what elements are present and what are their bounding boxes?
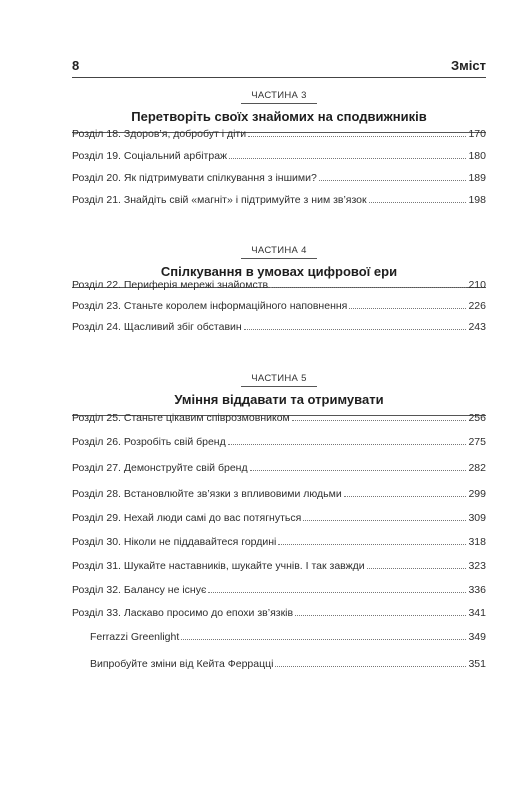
dot-leader: [270, 287, 466, 288]
toc-entry-title: Розділ 19. Соціальний арбітраж: [72, 150, 228, 162]
toc-entry-page: 275: [468, 436, 486, 448]
part-5-heading: [72, 368, 486, 416]
toc-entry-title: Розділ 32. Балансу не існує: [72, 584, 207, 596]
toc-entry[interactable]: [72, 410, 486, 424]
toc-entry-page: 180: [468, 150, 486, 162]
toc-entry-title: Розділ 23. Станьте королем інформаційного наповнення: [72, 300, 348, 312]
toc-entry[interactable]: [72, 319, 486, 333]
toc-entry-title: Розділ 25. Станьте цікавим співрозмовником: [72, 412, 290, 424]
toc-entry-page: 256: [468, 412, 486, 424]
part-label: ЧАСТИНА 4: [241, 245, 316, 259]
toc-entry[interactable]: [90, 629, 486, 643]
dot-leader: [229, 158, 466, 159]
toc-entry[interactable]: [72, 148, 486, 162]
header-rule: [72, 77, 486, 78]
toc-entry-page: 226: [468, 300, 486, 312]
dot-leader: [248, 136, 466, 137]
toc-entry[interactable]: [72, 298, 486, 312]
toc-entry[interactable]: [72, 486, 486, 500]
toc-entry[interactable]: [72, 605, 486, 619]
toc-entry[interactable]: [72, 558, 486, 572]
toc-entry-title: Розділ 30. Ніколи не піддавайтеся гордині: [72, 536, 277, 548]
toc-entry[interactable]: [72, 534, 486, 548]
dot-leader: [369, 202, 467, 203]
part-title: Уміння віддавати та отримувати: [174, 392, 384, 407]
toc-entry[interactable]: [72, 460, 486, 474]
toc-entry-title: Розділ 18. Здоров’я, добробут і діти: [72, 128, 247, 140]
toc-entry-page: 243: [468, 321, 486, 333]
toc-entry-title: Розділ 24. Щасливий збіг обставин: [72, 321, 242, 333]
toc-entry-title: Розділ 21. Знайдіть свій «магніт» і підтримуйте з ним зв’язок: [72, 194, 367, 206]
dot-leader: [303, 520, 466, 521]
dot-leader: [250, 470, 467, 471]
dot-leader: [275, 666, 466, 667]
toc-entry[interactable]: [72, 192, 486, 206]
toc-entry-page: 170: [468, 128, 486, 140]
dot-leader: [292, 420, 467, 421]
running-title: Зміст: [451, 58, 486, 73]
toc-entry-page: 351: [468, 658, 486, 670]
toc-entry-title: Розділ 28. Встановлюйте зв’язки з впливовими людьми: [72, 488, 342, 500]
toc-entry[interactable]: [90, 656, 486, 670]
toc-entry-page: 189: [468, 172, 486, 184]
dot-leader: [228, 444, 467, 445]
toc-entry[interactable]: [72, 170, 486, 184]
toc-entry[interactable]: [72, 126, 486, 140]
toc-entry-page: 336: [468, 584, 486, 596]
part-title: Спілкування в умовах цифрової ери: [160, 264, 398, 279]
toc-entry-title: Розділ 27. Демонструйте свій бренд: [72, 462, 248, 474]
toc-entry-page: 349: [468, 631, 486, 643]
toc-entry-title: Розділ 29. Нехай люди самі до вас потягнуться: [72, 512, 302, 524]
dot-leader: [208, 592, 466, 593]
dot-leader: [344, 496, 467, 497]
dot-leader: [295, 615, 466, 616]
toc-entry-title: Ferrazzi Greenlight: [90, 631, 180, 643]
page-number: 8: [72, 58, 80, 73]
part-title: Перетворіть своїх знайомих на сподвижників: [131, 109, 427, 124]
toc-entry-title: Розділ 26. Розробіть свій бренд: [72, 436, 226, 448]
toc-entry-page: 341: [468, 607, 486, 619]
toc-entry-title: Розділ 33. Ласкаво просимо до епохи зв’язків: [72, 607, 294, 619]
toc-entry[interactable]: [72, 434, 486, 448]
dot-leader: [278, 544, 466, 545]
toc-entry-title: Випробуйте зміни від Кейта Феррацці: [90, 658, 274, 670]
dot-leader: [349, 308, 466, 309]
toc-entry-page: 282: [468, 462, 486, 474]
toc-entry[interactable]: [72, 510, 486, 524]
toc-entry-page: 210: [468, 279, 486, 291]
part-label: ЧАСТИНА 3: [241, 90, 316, 104]
dot-leader: [367, 568, 467, 569]
toc-entry-page: 198: [468, 194, 486, 206]
dot-leader: [244, 329, 467, 330]
toc-entry[interactable]: [72, 582, 486, 596]
toc-entry-page: 323: [468, 560, 486, 572]
dot-leader: [181, 639, 466, 640]
toc-entry-title: Розділ 20. Як підтримувати спілкування з іншими?: [72, 172, 317, 184]
toc-entry-page: 318: [468, 536, 486, 548]
part-label: ЧАСТИНА 5: [241, 373, 316, 387]
toc-entry-page: 299: [468, 488, 486, 500]
toc-entry-title: Розділ 31. Шукайте наставників, шукайте учнів. І так завжди: [72, 560, 365, 572]
toc-entry-title: Розділ 22. Периферія мережі знайомств: [72, 279, 269, 291]
dot-leader: [319, 180, 467, 181]
toc-entry-page: 309: [468, 512, 486, 524]
toc-entry[interactable]: [72, 277, 486, 291]
